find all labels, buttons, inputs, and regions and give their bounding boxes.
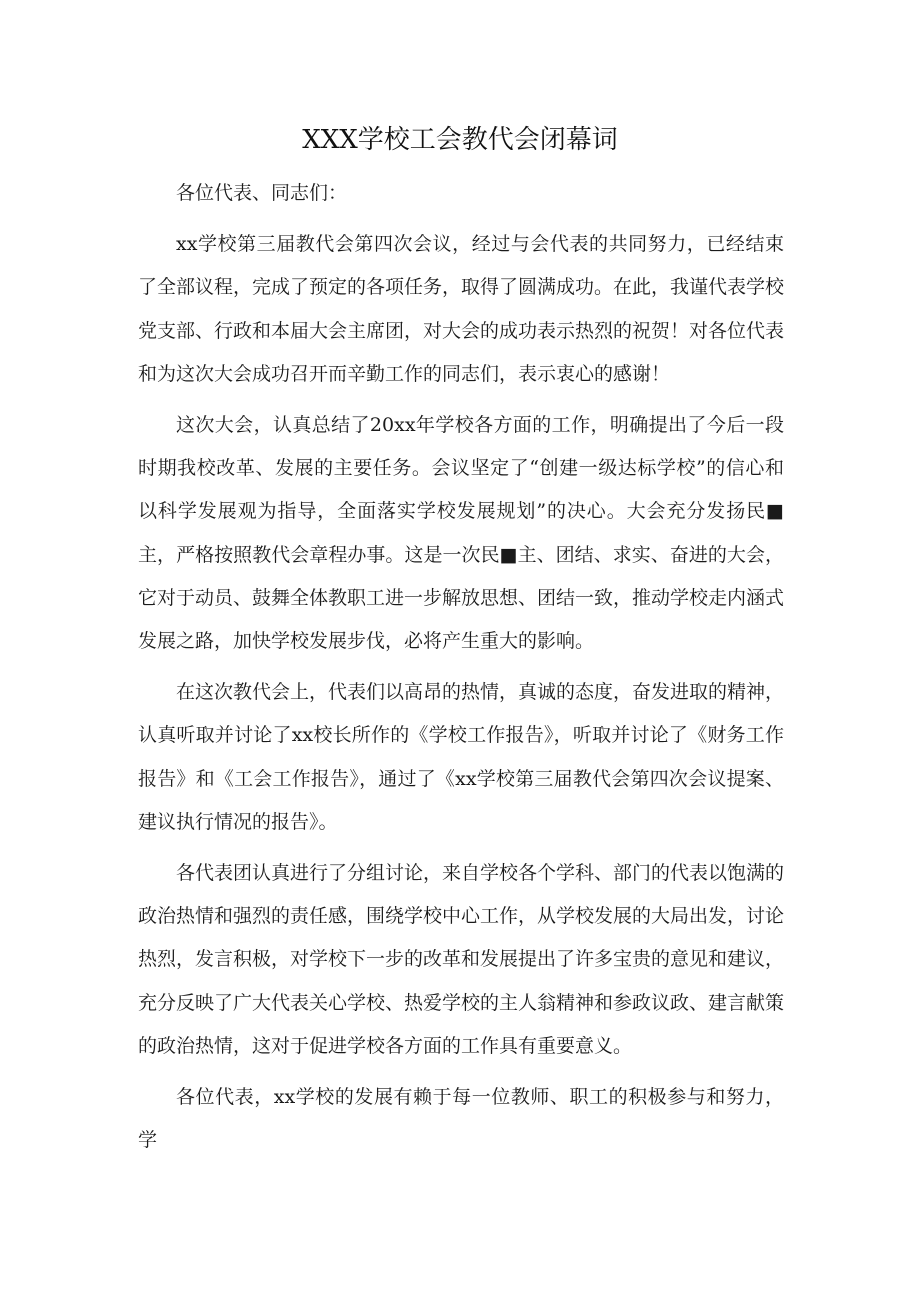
paragraph-3: 在这次教代会上，代表们以高昂的热情，真诚的态度，奋发进取的精神，认真听取并讨论了xx校长所作的《学校工作报告》，听取并讨论了《财务工作报告》和《工会工作报告》，通过了《xx学校第三届教代会第四次会议提案、建议执行情况的报告》。: [138, 681, 785, 833]
document-title: XXX学校工会教代会闭幕词: [302, 125, 618, 155]
paragraph-4: 各代表团认真进行了分组讨论，来自学校各个学科、部门的代表以饱满的政治热情和强烈的责任感，围绕学校中心工作，从学校发展的大局出发，讨论热烈，发言积极，对学校下一步的改革和发展提出了许多宝贵的意见和建议，充分反映了广大代表关心学校、热爱学校的主人翁精神和参政议政、建言献策的政治热情，这对于促进学校各方面的工作具有重要意义。: [138, 862, 785, 1057]
document-body: [138, 172, 784, 1162]
paragraph-2: 这次大会，认真总结了20xx年学校各方面的工作，明确提出了今后一段时期我校改革、发展的主要任务。会议坚定了“创建一级达标学校”的信心和以科学发展观为指导，全面落实学校发展规划”的决心。大会充分发扬民■主，严格按照教代会章程办事。这是一次民■主、团结、求实、奋进的大会，它对于动员、鼓舞全体教职工进一步解放思想、团结一致，推动学校走内涵式发展之路，加快学校发展步伐，必将产生重大的影响。: [138, 414, 785, 653]
salutation: 各位代表、同志们：: [176, 182, 348, 204]
paragraph-5: 各位代表，xx学校的发展有赖于每一位教师、职工的积极参与和努力，学: [138, 1086, 784, 1152]
paragraph-1: xx学校第三届教代会第四次会议，经过与会代表的共同努力，已经结束了全部议程，完成了预定的各项任务，取得了圆满成功。在此，我谨代表学校党支部、行政和本届大会主席团，对大会的成功表示热烈的祝贺！对各位代表和为这次大会成功召开而辛勤工作的同志们，表示衷心的感谢！: [138, 233, 785, 385]
